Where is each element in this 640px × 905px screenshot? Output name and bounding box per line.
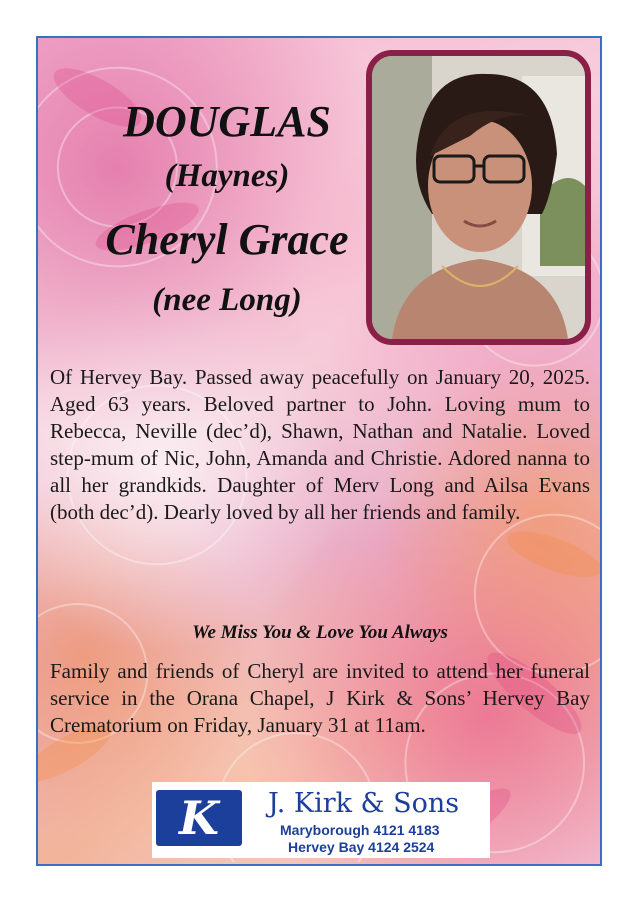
kirk-logo-mark: K [156,790,242,846]
portrait-photo [366,50,591,345]
tagline: We Miss You & Love You Always [192,622,448,643]
former-name-heading: (Haynes) [164,158,290,194]
death-notice [36,36,602,866]
funeral-director-logo [152,782,490,858]
maryborough-phone: Maryborough 4121 4183 [280,822,440,838]
maiden-name-heading: (nee Long) [152,282,302,318]
portrait-image [372,56,585,339]
funeral-director-name: J. Kirk & Sons [268,788,460,819]
hervey-bay-phone: Hervey Bay 4124 2524 [288,839,435,855]
notice-paragraph: Of Hervey Bay. Passed away peacefully on January 20, 2025. Aged 63 years. Beloved partner to John. Loving mum to Rebecca, Neville (dec’d), Shawn, Nathan and Natalie. Loved step-mum of Nic, John, Amanda and Christie. Adored nanna to all her grandkids. Daughter of Merv Long and Ailsa Evans (both dec’d). Dearly loved by all her friends and family. [50,365,590,524]
funeral-details-paragraph: Family and friends of Cheryl are invited to attend her funeral service in the Orana Chapel, J Kirk & Sons’ Hervey Bay Crematorium on Friday, January 31 at 11am. [50,659,590,737]
given-names-heading: Cheryl Grace [105,215,349,264]
surname-heading: DOUGLAS [123,97,331,146]
